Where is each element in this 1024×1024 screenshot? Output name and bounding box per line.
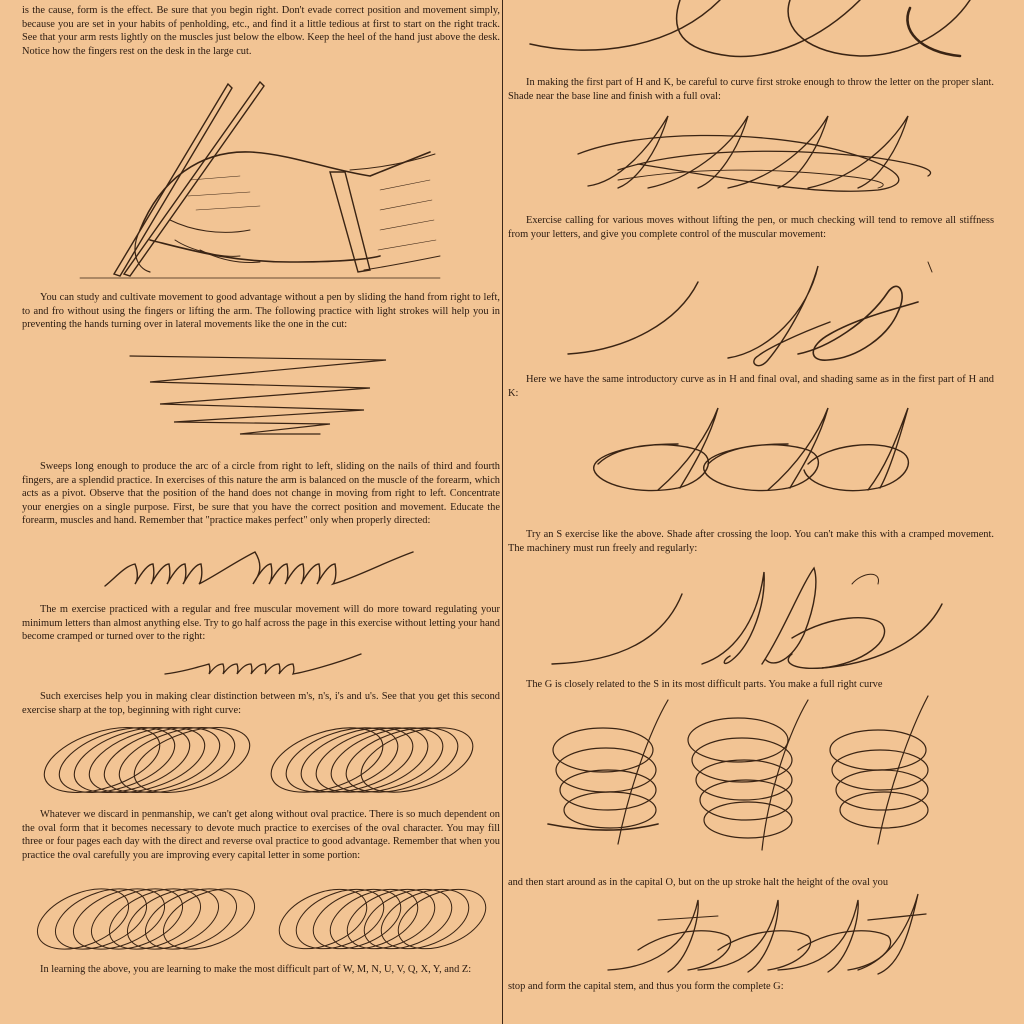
g-stem-exercise (552, 564, 962, 674)
oval-exercise-row-1 (42, 720, 482, 800)
oval-exercise-row-2 (38, 882, 486, 956)
oval-paragraph: Whatever we discard in penmanship, we can't get along without oval practice. There is so much dependent on the oval form that it becomes necessary to devote much practice to exercises of the oval character. You may fill three or four pages each day with the direct and reverse oval practice to good advantage. Remember that when you practice the oval carefully you are improving every capital letter in some portion: (22, 809, 500, 861)
distinction-paragraph: Such exercises help you in making clear distinction between m's, n's, i's and u's. See that you get this second exercise sharp at the top, beginning with right curve: (22, 691, 500, 716)
complete-g-exercise (608, 890, 928, 978)
introductory-curve-exercise (568, 262, 938, 366)
s-exercise-paragraph: Try an S exercise like the above. Shade after crossing the loop. You can't make this with a cramped movement. The machinery must run freely and regularly: (508, 529, 994, 554)
m-exercise-large (105, 548, 415, 590)
intro-paragraph: is the cause, form is the effect. Be sure that you begin right. Don't evade correct position and movement simply, because you are set in your habits of penholding, etc., and find it a little tedious at first to start on the right track. See that your arm rests lightly on the muscles just below the elbow. Keep the heel of the hand just above the desk. Notice how the fingers rest on the desk in the large cut. (22, 5, 500, 57)
intro-curve-paragraph: Here we have the same introductory curve as in H and final oval, and shading same as in the first part of H and K: (508, 374, 994, 399)
m-exercise-paragraph: The m exercise practiced with a regular and free muscular movement will do more toward regulating your minimum letters than almost anything else. Try to go half across the page in this exercise without letting your hand become cramped or turned over to the right: (22, 604, 500, 643)
stop-form-paragraph: stop and form the capital stem, and thus you form the complete G: (508, 981, 784, 992)
hand-pen-illustration (80, 80, 440, 280)
then-start-paragraph: and then start around as in the capital O, but on the up stroke halt the height of the oval you (508, 877, 889, 888)
exercise-paragraph: Exercise calling for various moves without lifting the pen, or much checking will tend to remove all stiffness from your letters, and give you complete control of the muscular movement: (508, 215, 994, 240)
column-divider (502, 0, 503, 1024)
g-spiral-exercise (548, 694, 948, 856)
g-related-paragraph: The G is closely related to the S in its most difficult parts. You make a full right curve (526, 679, 883, 690)
movement-paragraph: You can study and cultivate movement to good advantage without a pen by sliding the hand from right to left, to and fro without using the fingers or lifting the arm. The following practice with light strokes will help you in preventing the hands turning over in lateral movements like the one in the cut: (22, 292, 500, 331)
h-k-first-stroke-exercise (530, 0, 980, 62)
lateral-stroke-exercise (130, 352, 400, 438)
h-k-loop-exercise (578, 110, 938, 202)
s-loop-exercise (588, 404, 918, 502)
m-exercise-small (165, 652, 365, 678)
h-and-k-paragraph: In making the first part of H and K, be careful to curve first stroke enough to throw the letter on the proper slant. Shade near the base line and finish with a full oval: (508, 77, 994, 102)
sweeps-paragraph: Sweeps long enough to produce the arc of a circle from right to left, sliding on the nails of third and fourth fingers, are a splendid practice. In exercises of this nature the arm is balanced on the muscle of the forearm, which acts as a pivot. Observe that the position of the hand does not change in moving from right to left. Concentrate your energies on a single purpose. First, be sure that you have the correct position and movement. Educate the forearm, muscles and hand. Remember that "practice makes perfect" only when properly directed: (22, 461, 500, 527)
learning-paragraph: In learning the above, you are learning to make the most difficult part of W, M, N, U, V, Q, X, Y, and Z: (40, 964, 472, 975)
